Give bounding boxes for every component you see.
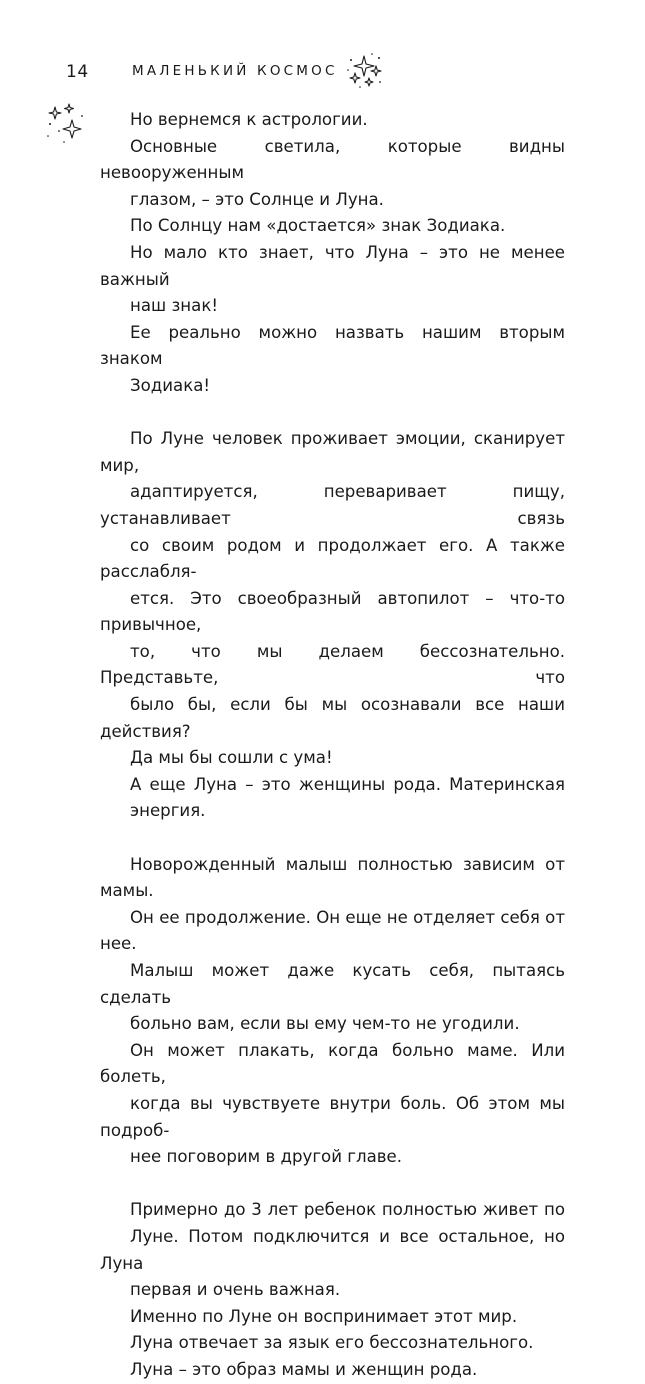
running-title: МАЛЕНЬКИЙ КОСМОС	[132, 63, 338, 79]
stars-icon	[44, 98, 88, 146]
paragraph	[100, 1304, 565, 1331]
body-text	[100, 107, 565, 1384]
page-number: 14	[66, 62, 89, 82]
text-line: ется. Это своеобразный автопилот – что-то привычное,	[100, 588, 565, 635]
text-line: Он ее продолжение. Он еще не отделяет себя от нее.	[100, 907, 565, 954]
paragraph	[100, 1038, 565, 1171]
page-header	[0, 50, 645, 90]
text-line: Но вернемся к астрологии.	[130, 110, 368, 129]
paragraph	[100, 852, 565, 958]
paragraph	[100, 1330, 565, 1357]
text-line: Луна отвечает за язык его бессознательного.	[130, 1333, 534, 1353]
text-line: Но мало кто знает, что Луна – это не менее важный	[100, 242, 565, 289]
text-line: было бы, если бы мы осознавали все наши действия?	[100, 695, 565, 741]
paragraph-gap	[100, 825, 565, 852]
text-line: Именно по Луне он воспринимает этот мир.	[130, 1306, 518, 1326]
text-line: Основные светила, которые видны невооруженным	[100, 136, 565, 183]
text-line: Новорожденный малыш полностью зависим от мамы.	[100, 854, 565, 901]
stars-icon	[342, 50, 386, 90]
paragraph	[100, 958, 565, 1038]
paragraph	[100, 320, 565, 400]
text-line: наш знак!	[130, 296, 218, 316]
paragraph	[100, 107, 565, 134]
text-line: А еще Луна – это женщины рода. Материнская	[130, 774, 565, 794]
text-line: По Солнцу нам «достается» знак Зодиака.	[130, 216, 506, 236]
paragraph	[100, 1357, 565, 1384]
paragraph	[100, 213, 565, 240]
paragraph	[100, 134, 565, 214]
text-line: Луне. Потом подключится и все остальное, но Луна	[100, 1226, 565, 1273]
text-line: со своим родом и продолжает его. А также расслабля-	[100, 535, 565, 582]
text-line: то, что мы делаем бессознательно. Представьте, что	[100, 641, 565, 688]
text-line: Он может плакать, когда больно маме. Или болеть,	[100, 1040, 565, 1087]
text-line: нее поговорим в другой главе.	[130, 1147, 403, 1167]
text-line: Зодиака!	[130, 375, 211, 395]
text-line: когда вы чувствуете внутри боль. Об этом мы подроб-	[100, 1093, 565, 1140]
text-line: глазом, – это Солнце и Луна.	[130, 189, 384, 209]
paragraph	[100, 240, 565, 320]
text-line: Примерно до 3 лет ребенок полностью живет по	[130, 1200, 565, 1220]
paragraph	[100, 772, 565, 825]
text-line: Луна – это образ мамы и женщин рода.	[130, 1359, 478, 1379]
text-line: энергия.	[130, 801, 206, 821]
text-line: первая и очень важная.	[130, 1280, 341, 1300]
text-line: адаптируется, переваривает пищу, устанавливает связь	[100, 482, 565, 528]
text-line: Да мы бы сошли с ума!	[130, 748, 333, 768]
text-line: больно вам, если вы ему чем-то не угодили.	[130, 1014, 520, 1034]
text-line: По Луне человек проживает эмоции, сканирует мир,	[100, 429, 565, 475]
paragraph-gap	[100, 400, 565, 427]
text-line: Малыш может даже кусать себя, пытаясь сделать	[100, 961, 565, 1007]
paragraph	[100, 426, 565, 772]
paragraph-gap	[100, 1171, 565, 1198]
paragraph	[100, 1197, 565, 1303]
text-line: Ее реально можно назвать нашим вторым знаком	[100, 322, 565, 369]
